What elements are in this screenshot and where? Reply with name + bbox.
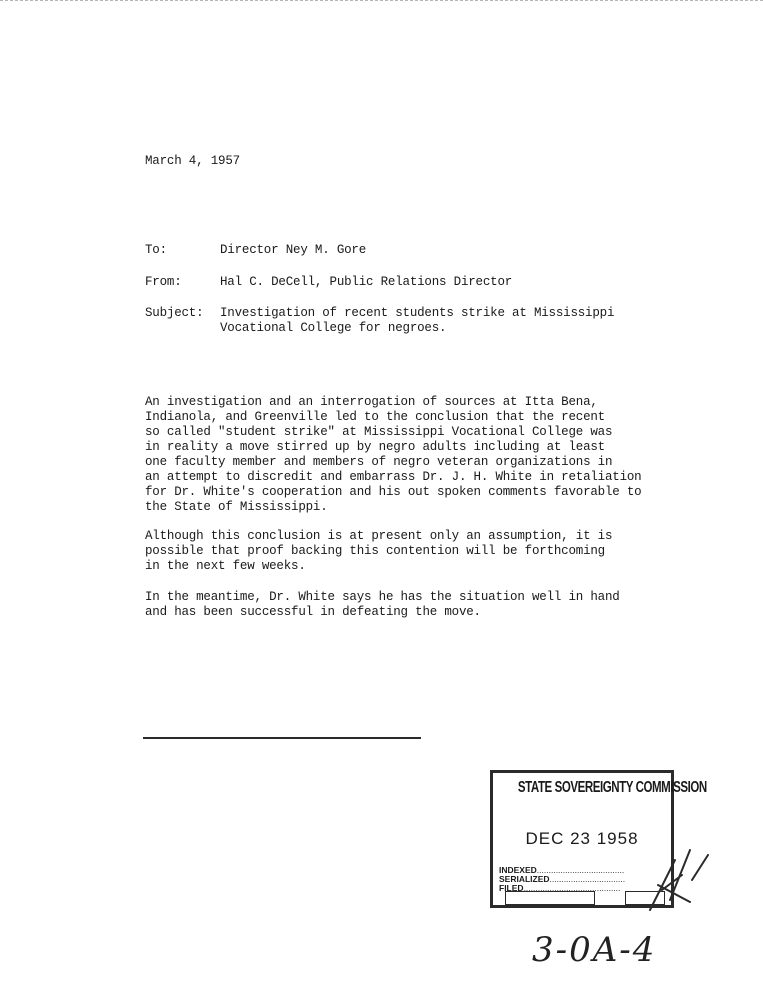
stamp-serialized-row: SERIALIZED................................ — [499, 874, 626, 884]
handwritten-mark-icon — [620, 840, 710, 920]
handwritten-file-number: 3-0A-4 — [532, 930, 657, 970]
to-value: Director Ney M. Gore — [220, 243, 367, 257]
subject-value: Investigation of recent students strike at Mississippi Vocational College for negroes. — [220, 306, 615, 335]
stamp-filed-row: FILED......................................... — [499, 883, 621, 893]
to-label: To: — [145, 243, 167, 257]
from-label: From: — [145, 275, 182, 289]
from-value: Hal C. DeCell, Public Relations Director — [220, 275, 513, 289]
stamp-box-left — [505, 891, 595, 905]
signature-rule — [143, 737, 421, 739]
stamp-title: STATE SOVEREIGNTY COMMISSION — [517, 779, 707, 796]
memo-date: March 4, 1957 — [145, 154, 240, 168]
page-top-border — [0, 0, 763, 1]
body-paragraph-1: An investigation and an interrogation of sources at Itta Bena, Indianola, and Greenville led to the conclusion that the recent so called "student strike" at Mississippi Vocational College was in reality a move stirred up by negro adults including at least one faculty member and members of negro veteran organizations in an attempt to discredit and embarrass Dr. J. H. White in retaliation for Dr. White's cooperation and his out spoken comments favorable to the State of Mississippi. — [145, 395, 642, 514]
body-paragraph-2: Although this conclusion is at present only an assumption, it is possible that proof backing this contention will be forthcoming in the next few weeks. — [145, 529, 613, 573]
body-paragraph-3: In the meantime, Dr. White says he has the situation well in hand and has been successful in defeating the move. — [145, 590, 620, 619]
stamp-date: DEC 23 1958 — [525, 829, 639, 848]
subject-label: Subject: — [145, 306, 204, 320]
stamp-indexed-label: INDEXED — [499, 865, 537, 875]
stamp-serialized-label: SERIALIZED — [499, 874, 550, 884]
stamp-filed-label: FILED — [499, 883, 524, 893]
stamp-indexed-row: INDEXED..................................... — [499, 865, 625, 875]
